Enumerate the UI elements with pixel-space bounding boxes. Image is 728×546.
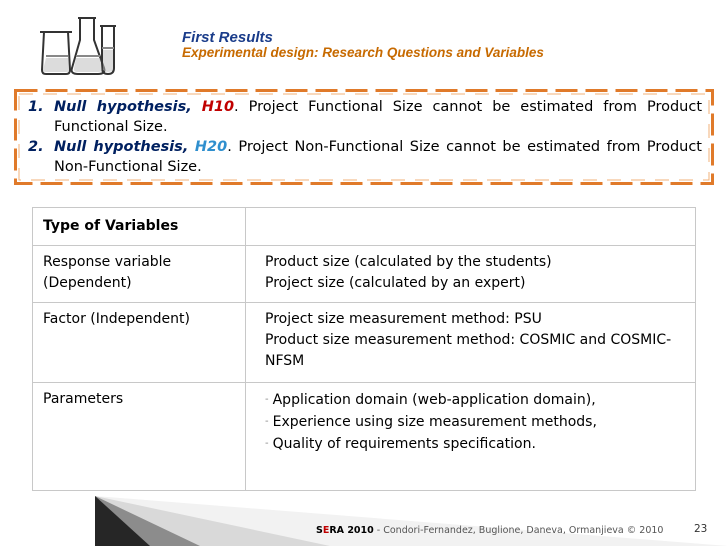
hypothesis-code: H10 bbox=[201, 99, 235, 115]
row-value: Project size measurement method: PSU bbox=[265, 311, 542, 327]
bullet: - bbox=[265, 416, 269, 427]
table-row bbox=[33, 303, 696, 383]
page-number: 23 bbox=[694, 523, 708, 535]
hypothesis-code: H20 bbox=[194, 139, 228, 155]
hypothesis-number: 2. bbox=[28, 139, 44, 155]
footer-credits bbox=[316, 525, 663, 536]
row-value: - Experience using size measurement methods, bbox=[265, 414, 597, 430]
hypothesis-text: . Project Non-Functional Size cannot be estimated from Product Non-Functional Size. bbox=[54, 139, 702, 175]
row-values bbox=[246, 383, 696, 491]
table-header: Type of Variables bbox=[33, 208, 246, 246]
authors: - Condori-Fernandez, Buglione, Daneva, Ormanjieva © 2010 bbox=[373, 525, 664, 536]
row-label: Response variable (Dependent) bbox=[33, 246, 246, 303]
table-header-row bbox=[33, 208, 696, 246]
row-value: Product size measurement method: COSMIC and COSMIC-NFSM bbox=[265, 332, 672, 369]
table-row bbox=[33, 246, 696, 303]
variables-table bbox=[32, 207, 696, 491]
conference-name: SERA 2010 bbox=[316, 525, 374, 536]
hypothesis-1 bbox=[28, 97, 702, 137]
hypothesis-lead: Null hypothesis, bbox=[54, 139, 189, 155]
hypothesis-number: 1. bbox=[28, 99, 44, 115]
hypotheses-box bbox=[14, 89, 714, 185]
row-values bbox=[246, 246, 696, 303]
table-row bbox=[33, 383, 696, 491]
hypothesis-text: . Project Functional Size cannot be estimated from Product Functional Size. bbox=[54, 99, 703, 135]
hypotheses-list bbox=[28, 97, 702, 177]
row-value: - Quality of requirements specification. bbox=[265, 436, 536, 452]
row-label: Factor (Independent) bbox=[33, 303, 246, 383]
row-value: - Application domain (web-application domain), bbox=[265, 392, 596, 408]
row-value: Project size (calculated by an expert) bbox=[265, 275, 526, 291]
bullet: - bbox=[265, 394, 269, 405]
footer-decoration bbox=[0, 494, 728, 546]
row-values bbox=[246, 303, 696, 383]
table-header-empty bbox=[246, 208, 696, 246]
row-label: Parameters bbox=[33, 383, 246, 491]
hypothesis-2 bbox=[28, 137, 702, 177]
lab-flasks-icon bbox=[32, 12, 120, 76]
slide-subtitle: Experimental design: Research Questions and Variables bbox=[182, 45, 544, 60]
row-value: Product size (calculated by the students) bbox=[265, 254, 552, 270]
bullet: - bbox=[265, 438, 269, 449]
hypothesis-lead: Null hypothesis, bbox=[54, 99, 192, 115]
slide-title: First Results bbox=[182, 29, 273, 46]
